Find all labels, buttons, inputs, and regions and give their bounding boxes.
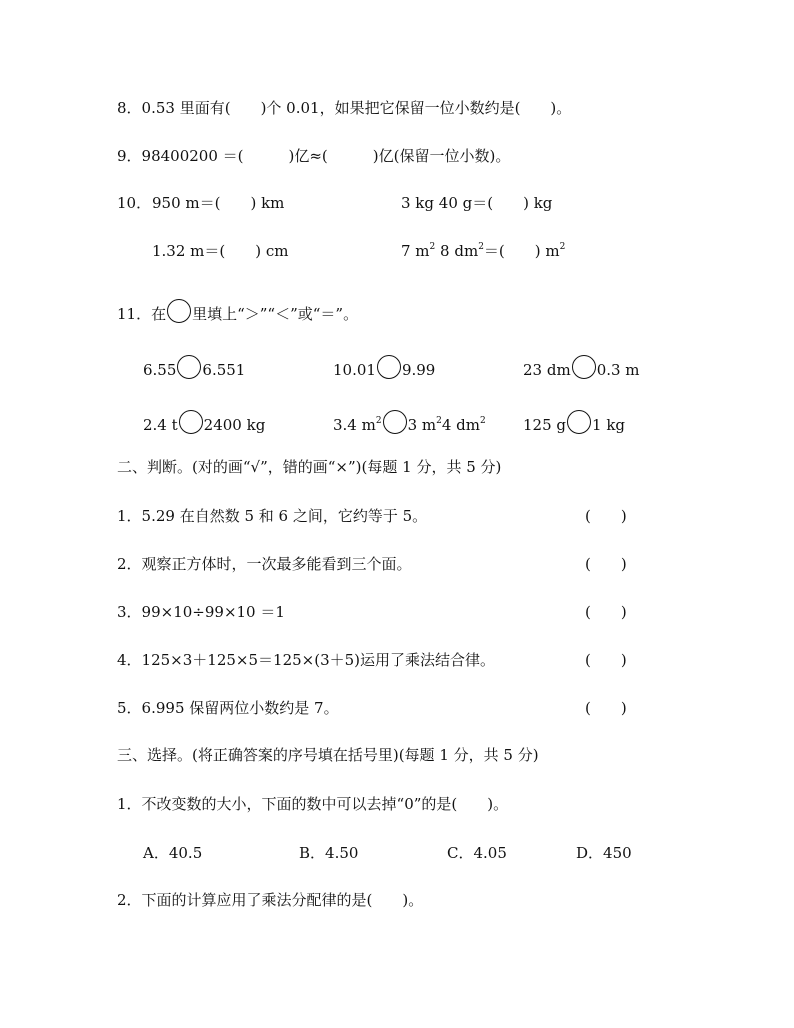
compare-left: 125 g — [523, 416, 567, 434]
answer-circle-icon[interactable] — [177, 355, 201, 379]
compare-left: 2.4 t — [143, 416, 178, 434]
compare-right: 3 m — [407, 416, 437, 434]
question-10-c: 1.32 m＝( ) cm — [152, 242, 289, 260]
compare-right: 6.551 — [202, 361, 246, 379]
compare-item-4 — [143, 410, 265, 435]
judge-item-3: 3．99×10÷99×10 ＝1 — [117, 603, 285, 621]
answer-circle-icon[interactable] — [567, 410, 591, 434]
question-11-post: 里填上“＞”“＜”或“＝”。 — [192, 305, 359, 323]
question-10-d-mid: 8 dm — [435, 242, 479, 260]
question-11-instruction — [117, 299, 358, 324]
compare-item-2 — [333, 355, 435, 380]
compare-item-3 — [523, 355, 640, 380]
question-10-b: 3 kg 40 g＝( ) kg — [401, 194, 553, 212]
compare-right: 2400 kg — [203, 416, 266, 434]
choice-question-1: 1．不改变数的大小，下面的数中可以去掉“0”的是( )。 — [117, 795, 509, 813]
answer-circle-icon[interactable] — [179, 410, 203, 434]
question-8: 8．0.53 里面有( )个 0.01，如果把它保留一位小数约是( )。 — [117, 99, 572, 117]
choice-question-2: 2．下面的计算应用了乘法分配律的是( )。 — [117, 891, 424, 909]
question-11-pre: 11．在 — [117, 305, 167, 323]
question-10-d-pre: 7 m — [401, 242, 430, 260]
compare-right-mid: 4 dm — [441, 416, 481, 434]
answer-bracket[interactable]: ( ) — [585, 651, 627, 669]
compare-left: 10.01 — [333, 361, 376, 379]
question-10-number: 10． — [117, 194, 152, 212]
judge-item-4: 4．125×3＋125×5＝125×(3＋5)运用了乘法结合律。 — [117, 651, 496, 669]
compare-right: 1 kg — [592, 416, 626, 434]
answer-circle-icon[interactable] — [377, 355, 401, 379]
compare-item-1 — [143, 355, 245, 380]
section-3-title: 三、选择。(将正确答案的序号填在括号里)(每题 1 分，共 5 分) — [117, 746, 539, 764]
compare-left-exp: 2 — [375, 416, 382, 426]
compare-left: 23 dm — [523, 361, 571, 379]
compare-right: 0.3 m — [596, 361, 640, 379]
compare-right-exp1: 2 — [436, 416, 442, 426]
compare-item-6 — [523, 410, 625, 435]
answer-circle-icon[interactable] — [383, 410, 407, 434]
section-2-title: 二、判断。(对的画“√”，错的画“×”)(每题 1 分，共 5 分) — [117, 458, 502, 476]
compare-right: 9.99 — [401, 361, 436, 379]
answer-bracket[interactable]: ( ) — [585, 507, 627, 525]
question-10-d-exp3: 2 — [559, 242, 566, 252]
judge-item-1: 1．5.29 在自然数 5 和 6 之间，它约等于 5。 — [117, 507, 428, 525]
judge-item-5: 5．6.995 保留两位小数约是 7。 — [117, 699, 339, 717]
choice-option-a[interactable]: A．40.5 — [143, 844, 203, 862]
question-10-d-exp2: 2 — [478, 242, 484, 252]
compare-right-exp2: 2 — [480, 416, 486, 426]
choice-option-d[interactable]: D．450 — [576, 844, 632, 862]
compare-item-5 — [333, 410, 486, 435]
judge-item-2: 2．观察正方体时，一次最多能看到三个面。 — [117, 555, 412, 573]
choice-option-b[interactable]: B．4.50 — [299, 844, 359, 862]
answer-bracket[interactable]: ( ) — [585, 603, 627, 621]
question-10-a: 950 m＝( ) km — [152, 194, 285, 212]
question-10-d-post: ＝( ) m — [483, 242, 560, 260]
compare-left: 3.4 m — [333, 416, 376, 434]
answer-bracket[interactable]: ( ) — [585, 699, 627, 717]
answer-circle-icon — [167, 299, 191, 323]
answer-circle-icon[interactable] — [572, 355, 596, 379]
choice-option-c[interactable]: C．4.05 — [447, 844, 507, 862]
compare-left: 6.55 — [143, 361, 177, 379]
question-10-d — [401, 241, 565, 261]
question-10-d-exp1: 2 — [429, 242, 436, 252]
answer-bracket[interactable]: ( ) — [585, 555, 627, 573]
question-9: 9．98400200 ＝( )亿≈( )亿(保留一位小数)。 — [117, 147, 511, 165]
